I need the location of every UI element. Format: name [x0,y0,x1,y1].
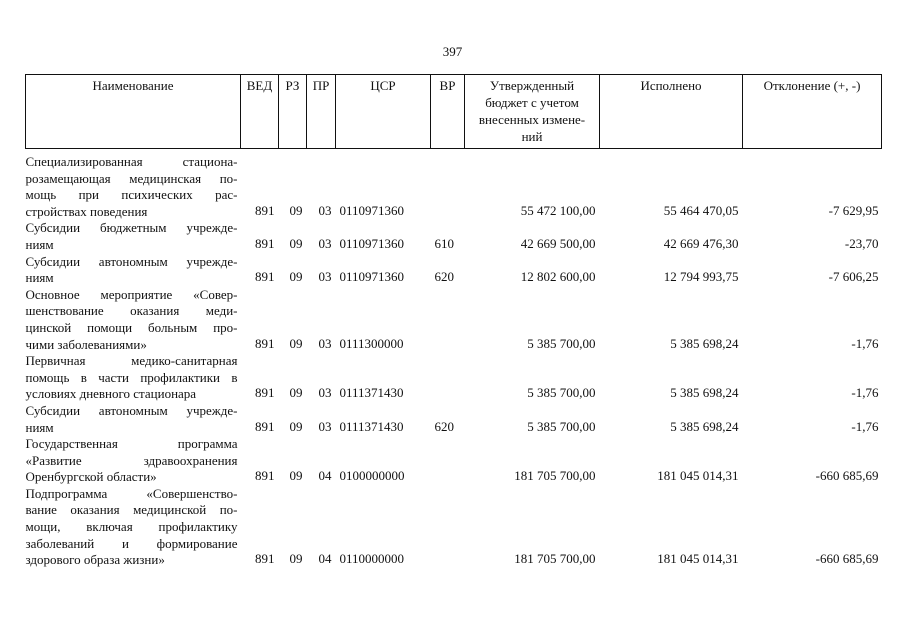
row-name-line: Оренбургской области» [25,469,157,485]
vr-cell [431,287,465,353]
row-name-cell [26,486,241,569]
table-row [26,149,882,221]
header-csr: ЦСР [336,75,431,149]
row-name-cell [26,403,241,436]
ved-cell: 891 [255,235,275,251]
approved-cell: 181 705 700,00 [514,551,596,567]
csr-cell: 0110971360 [339,202,405,218]
row-name-line: «Развитие здравоохранения [25,452,238,468]
ved-cell: 891 [255,202,275,218]
row-name-line: стройствах поведения [25,203,148,219]
row-name-line: розамещающая медицинская по- [25,170,238,186]
approved-cell: 42 669 500,00 [520,235,596,251]
row-name-line: здорового образа жизни» [25,552,165,568]
deviation-cell: -7 629,95 [828,202,879,218]
deviation-cell: -1,76 [851,418,879,434]
row-name-cell [26,220,241,253]
rz-cell: 09 [289,269,303,285]
header-executed: Исполнено [600,75,743,149]
row-name-line: вание оказания медицинской по- [25,502,238,518]
csr-cell: 0110000000 [339,551,405,567]
table-row [26,220,882,253]
rz-cell: 09 [289,202,303,218]
table-row [26,403,882,436]
approved-cell: 181 705 700,00 [514,468,596,484]
row-name-line: заболеваний и формирование [25,535,238,551]
row-name-line: условиях дневного стационара [25,386,197,402]
csr-cell: 0110971360 [339,269,405,285]
ved-cell: 891 [255,385,275,401]
vr-cell: 620 [434,269,454,285]
header-name: Наименование [26,75,241,149]
row-name-line: шенствование оказания меди- [25,303,238,319]
csr-cell: 0111371430 [339,385,404,401]
pr-cell: 03 [318,385,332,401]
ved-cell: 891 [255,418,275,434]
vr-cell [431,436,465,486]
table-body [26,149,882,569]
deviation-cell: -660 685,69 [815,468,879,484]
rz-cell: 09 [289,468,303,484]
executed-cell: 42 669 476,30 [663,235,739,251]
csr-cell: 0100000000 [339,468,405,484]
row-name-line: Первичная медико-санитарная [25,353,238,369]
header-ved: ВЕД [241,75,279,149]
budget-table [25,74,882,569]
ved-cell: 891 [255,551,275,567]
pr-cell: 03 [318,269,332,285]
row-name-line: мощь при психических рас- [25,187,238,203]
row-name-line: помощь в части профилактики в [25,369,238,385]
row-name-cell [26,436,241,486]
executed-cell: 181 045 014,31 [657,551,739,567]
table-row [26,436,882,486]
approved-cell: 12 802 600,00 [520,269,596,285]
csr-cell: 0111300000 [339,335,404,351]
vr-cell: 620 [434,418,454,434]
deviation-cell: -7 606,25 [828,269,879,285]
row-name-line: Подпрограмма «Совершенство- [25,485,238,501]
row-name-line: цинской помощи больным про- [25,319,238,335]
table-row [26,486,882,569]
pr-cell: 04 [318,468,332,484]
row-name-line: ниям [25,236,54,252]
approved-cell: 55 472 100,00 [520,202,596,218]
deviation-cell: -660 685,69 [815,551,879,567]
approved-cell: 5 385 700,00 [527,385,596,401]
rz-cell: 09 [289,235,303,251]
header-pr: ПР [307,75,336,149]
rz-cell: 09 [289,418,303,434]
vr-cell [431,486,465,569]
csr-cell: 0110971360 [339,235,405,251]
deviation-cell: -23,70 [844,235,879,251]
pr-cell: 03 [318,202,332,218]
executed-cell: 5 385 698,24 [670,335,739,351]
table-row [26,287,882,353]
rz-cell: 09 [289,551,303,567]
table-header [26,75,882,149]
executed-cell: 5 385 698,24 [670,418,739,434]
pr-cell: 04 [318,551,332,567]
header-rz: РЗ [279,75,307,149]
row-name-cell [26,149,241,221]
row-name-cell [26,287,241,353]
executed-cell: 181 045 014,31 [657,468,739,484]
page-number: 397 [442,44,463,59]
executed-cell: 12 794 993,75 [663,269,739,285]
ved-cell: 891 [255,335,275,351]
row-name-line: Субсидии бюджетным учрежде- [25,220,238,236]
ved-cell: 891 [255,468,275,484]
row-name-line: Основное мероприятие «Совер- [25,286,238,302]
row-name-cell [26,353,241,403]
row-name-line: ниям [25,419,54,435]
executed-cell: 5 385 698,24 [670,385,739,401]
header-deviation: Отклонение (+, -) [743,75,882,149]
row-name-line: мощи, включая профилактику [25,519,238,535]
table-row [26,353,882,403]
row-name-line: ниям [25,270,54,286]
row-name-line: Специализированная стациона- [25,154,238,169]
rz-cell: 09 [289,335,303,351]
approved-cell: 5 385 700,00 [527,418,596,434]
pr-cell: 03 [318,235,332,251]
row-name-line: Государственная программа [25,436,238,452]
approved-cell: 5 385 700,00 [527,335,596,351]
ved-cell: 891 [255,269,275,285]
pr-cell: 03 [318,335,332,351]
csr-cell: 0111371430 [339,418,404,434]
row-name-cell [26,254,241,287]
row-name-line: чими заболеваниями» [25,336,147,352]
table-row [26,254,882,287]
deviation-cell: -1,76 [851,335,879,351]
vr-cell: 610 [434,235,454,251]
executed-cell: 55 464 470,05 [663,202,739,218]
header-approved-budget: Утвержденный бюджет с учетом внесенных измене-ний [465,75,600,149]
deviation-cell: -1,76 [851,385,879,401]
row-name-line: Субсидии автономным учрежде- [25,402,238,418]
rz-cell: 09 [289,385,303,401]
row-name-line: Субсидии автономным учрежде- [25,253,238,269]
vr-cell [431,353,465,403]
header-vr: ВР [431,75,465,149]
vr-cell [431,149,465,221]
pr-cell: 03 [318,418,332,434]
